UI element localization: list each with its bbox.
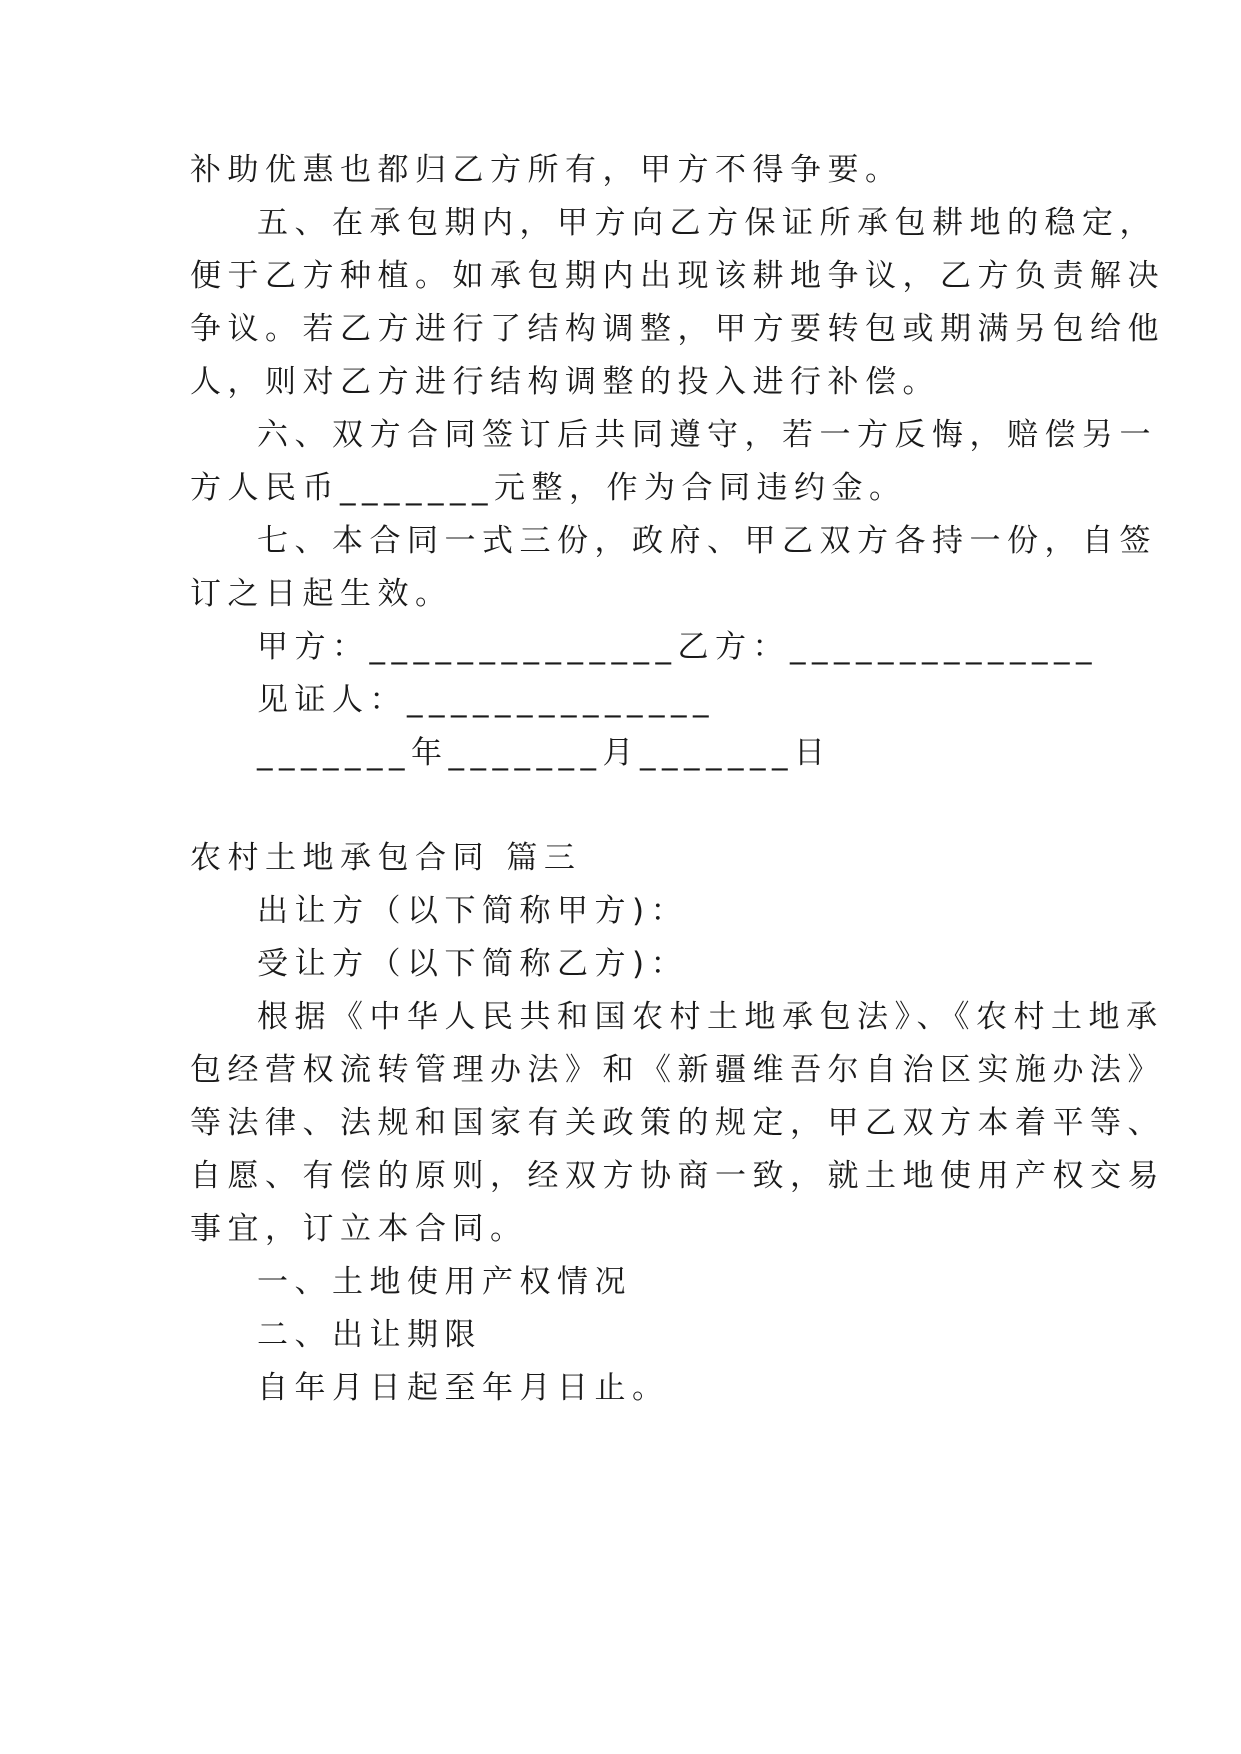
text-line: 方人民币_______元整，作为合同违约金。 xyxy=(190,470,907,506)
clause-6-line: 六、双方合同签订后共同遵守，若一方反悔，赔偿另一 xyxy=(257,417,1157,453)
text-line: 补助优惠也都归乙方所有，甲方不得争要。 xyxy=(190,152,903,188)
text-line: 包经营权流转管理办法》和《新疆维吾尔自治区实施办法》 xyxy=(190,1052,1165,1088)
preamble-line: 根据《中华人民共和国农村土地承包法》、《农村土地承 xyxy=(257,999,1164,1035)
term-line: 自年月日起至年月日止。 xyxy=(257,1370,670,1406)
clause-heading: 二、出让期限 xyxy=(257,1317,482,1353)
text-line: 自愿、有偿的原则，经双方协商一致，就土地使用产权交易 xyxy=(190,1158,1165,1194)
date-line: _______年_______月_______日 xyxy=(257,735,832,771)
signature-parties-line: 甲方：______________乙方：______________ xyxy=(257,629,1098,665)
clause-7-line: 七、本合同一式三份，政府、甲乙双方各持一份，自签 xyxy=(257,523,1157,559)
text-line: 订之日起生效。 xyxy=(190,576,453,612)
clause-heading: 一、土地使用产权情况 xyxy=(257,1264,632,1300)
text-line: 人，则对乙方进行结构调整的投入进行补偿。 xyxy=(190,364,940,400)
witness-line: 见证人：______________ xyxy=(257,682,715,718)
text-line: 事宜，订立本合同。 xyxy=(190,1211,528,1247)
text-line: 争议。若乙方进行了结构调整，甲方要转包或期满另包给他 xyxy=(190,311,1165,347)
section-title: 农村土地承包合同 篇三 xyxy=(190,840,582,876)
text-line: 便于乙方种植。如承包期内出现该耕地争议，乙方负责解决 xyxy=(190,258,1165,294)
clause-5-line: 五、在承包期内，甲方向乙方保证所承包耕地的稳定， xyxy=(257,205,1157,241)
text-line: 等法律、法规和国家有关政策的规定，甲乙双方本着平等、 xyxy=(190,1105,1165,1141)
transferee-line: 受让方（以下简称乙方)： xyxy=(257,946,689,982)
transferor-line: 出让方（以下简称甲方)： xyxy=(257,893,689,929)
